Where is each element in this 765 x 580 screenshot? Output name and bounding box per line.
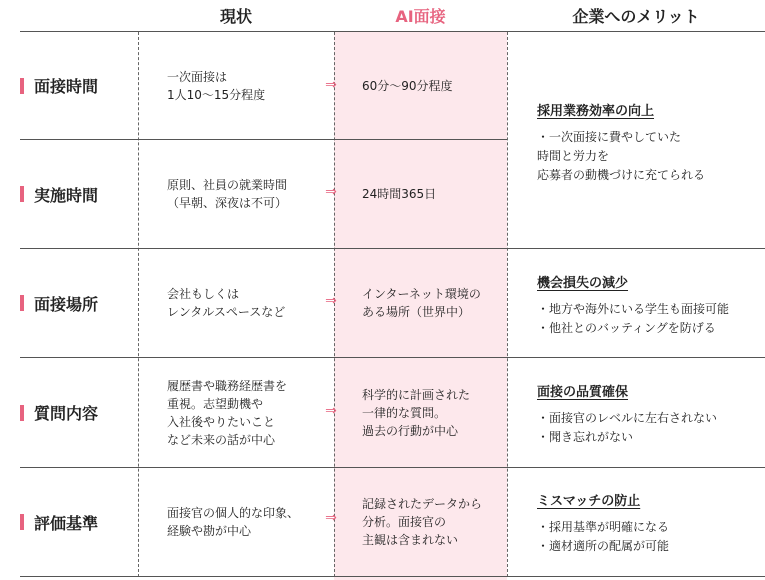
benefit-line: ・地方や海外にいる学生も面接可能 <box>537 302 730 316</box>
arrow-icon: ⇒ <box>325 77 337 93</box>
current-cell: 面接官の個人的な印象、 経験や勘が中心 <box>167 506 300 538</box>
benefit-line: ・聞き忘れがない <box>537 430 634 444</box>
ai-cell: 科学的に計画された 一律的な質問。 過去の行動が中心 <box>362 387 471 438</box>
benefit-block <box>537 381 762 447</box>
header-benefit: 企業へのメリット <box>572 7 700 26</box>
benefit-block <box>537 272 762 338</box>
row-label: 面接時間 <box>20 32 138 139</box>
current-cell: 一次面接は 1人10〜15分程度 <box>167 69 266 102</box>
benefit-line: 応募者の動機づけに充てられる <box>537 168 706 182</box>
benefit-title: 採用業務効率の向上 <box>537 104 655 119</box>
benefit-title: 面接の品質確保 <box>537 385 629 400</box>
benefit-line: 時間と労力を <box>537 149 610 163</box>
arrow-icon: ⇒ <box>325 510 337 526</box>
accent-bar <box>20 186 24 202</box>
row-label: 面接場所 <box>20 249 138 357</box>
divider-vertical <box>138 32 139 577</box>
row-label: 実施時間 <box>20 140 138 248</box>
current-cell: 原則、社員の就業時間 （早朝、深夜は不可） <box>167 178 288 210</box>
arrow-icon: ⇒ <box>325 403 337 419</box>
ai-cell: 60分〜90分程度 <box>362 78 453 93</box>
row-label: 質問内容 <box>20 358 138 467</box>
benefit-block <box>537 490 762 556</box>
ai-cell: 記録されたデータから 分析。面接官の 主観は含まれない <box>362 497 483 547</box>
benefit-line: ・他社とのバッティングを防げる <box>537 321 716 335</box>
arrow-icon: ⇒ <box>325 184 337 200</box>
benefit-line: ・面接官のレベルに左右されない <box>537 411 718 425</box>
divider-horizontal <box>20 576 765 577</box>
benefit-line: ・採用基準が明確になる <box>537 520 670 534</box>
benefit-block <box>537 100 762 185</box>
accent-bar <box>20 295 24 311</box>
divider-vertical <box>507 32 508 577</box>
row-label: 評価基準 <box>20 468 138 576</box>
benefit-title: ミスマッチの防止 <box>537 494 641 509</box>
arrow-icon: ⇒ <box>325 293 337 309</box>
ai-cell: 24時間365日 <box>362 187 437 201</box>
header-ai-interview: AI面接 <box>395 7 446 26</box>
header-current: 現状 <box>219 7 252 26</box>
accent-bar <box>20 405 24 421</box>
benefit-title: 機会損失の減少 <box>537 276 629 291</box>
accent-bar <box>20 78 24 94</box>
benefit-line: ・適材適所の配属が可能 <box>537 539 670 553</box>
current-cell: 会社もしくは レンタルスペースなど <box>167 287 286 319</box>
benefit-line: ・一次面接に費やしていた <box>537 130 682 144</box>
ai-cell: インターネット環境の ある場所（世界中） <box>362 287 481 319</box>
current-cell: 履歴書や職務経歴書を 重視。志望動機や 入社後やりたいこと など未来の話が中心 <box>167 378 288 447</box>
accent-bar <box>20 514 24 530</box>
